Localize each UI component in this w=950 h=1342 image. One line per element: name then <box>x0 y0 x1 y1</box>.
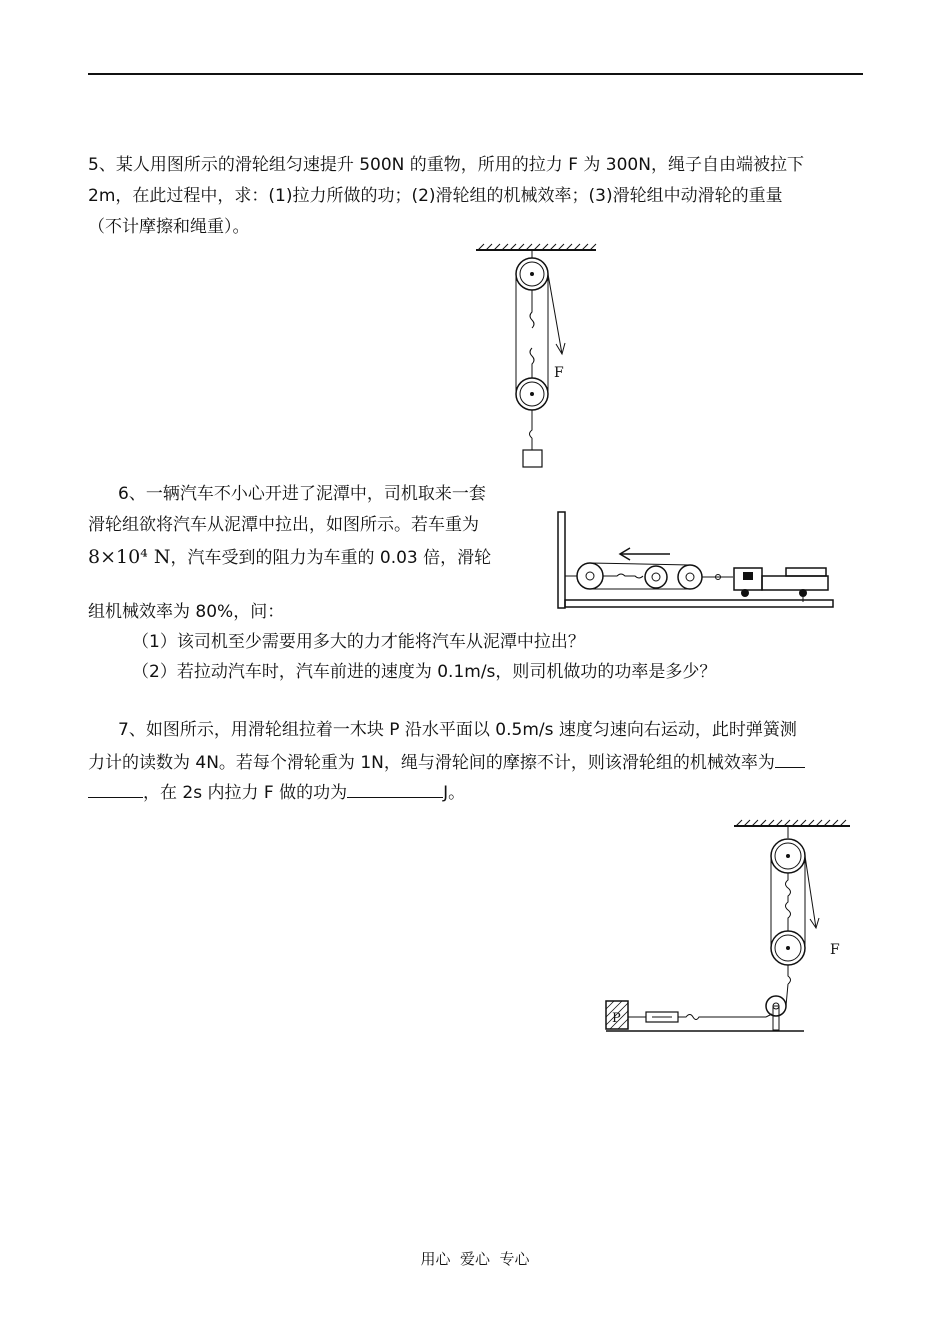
q6-line-2: 滑轮组欲将汽车从泥潭中拉出，如图所示。若车重为 <box>88 515 479 535</box>
q5-line-1: 5、某人用图所示的滑轮组匀速提升 500N 的重物，所用的拉力 F 为 300N，绳子自由端被拉下 <box>88 155 804 175</box>
q7-work-blank[interactable] <box>347 781 443 798</box>
q5-force-label: F <box>554 365 564 381</box>
q7-efficiency-blank-part2[interactable] <box>88 781 143 798</box>
q6-line-3: ，汽车受到的阻力为车重的 0.03 倍，滑轮 <box>170 548 492 568</box>
q6-subquestion-1: （1）该司机至少需要用多大的力才能将汽车从泥潭中拉出？ <box>132 632 585 652</box>
q6-line-4: 组机械效率为 80%，问： <box>88 602 285 622</box>
page-footer: 用心 爱心 专心 <box>420 1250 530 1268</box>
q6-car-weight-math: 8×10⁴ N <box>88 546 171 568</box>
q7-efficiency-blank-part1[interactable] <box>775 751 805 768</box>
q7-force-label: F <box>830 942 840 958</box>
header-rule <box>88 73 863 75</box>
q6-line-1: 6、一辆汽车不小心开进了泥潭中，司机取来一套 <box>118 484 486 504</box>
q7-line-3-mid: ，在 2s 内拉力 F 做的功为 <box>143 783 348 803</box>
q6-car-pulley-figure <box>558 510 838 610</box>
q5-line-3: （不计摩擦和绳重）。 <box>88 217 250 237</box>
q7-pulley-figure <box>604 818 854 1038</box>
q7-line-2: 力计的读数为 4N。若每个滑轮重为 1N，绳与滑轮间的摩擦不计，则该滑轮组的机械效率为 <box>88 753 775 773</box>
q5-line-2: 2m，在此过程中，求：(1)拉力所做的功；(2)滑轮组的机械效率；(3)滑轮组中动滑轮的重量 <box>88 186 783 206</box>
q5-pulley-figure <box>470 244 610 474</box>
q6-subquestion-2: （2）若拉动汽车时，汽车前进的速度为 0.1m/s，则司机做功的功率是多少？ <box>132 662 717 682</box>
q7-line-1: 7、如图所示，用滑轮组拉着一木块 P 沿水平面以 0.5m/s 速度匀速向右运动，此时弹簧测 <box>118 720 797 740</box>
q7-line-3-end: J。 <box>443 783 466 803</box>
q7-block-label: P <box>612 1011 621 1026</box>
